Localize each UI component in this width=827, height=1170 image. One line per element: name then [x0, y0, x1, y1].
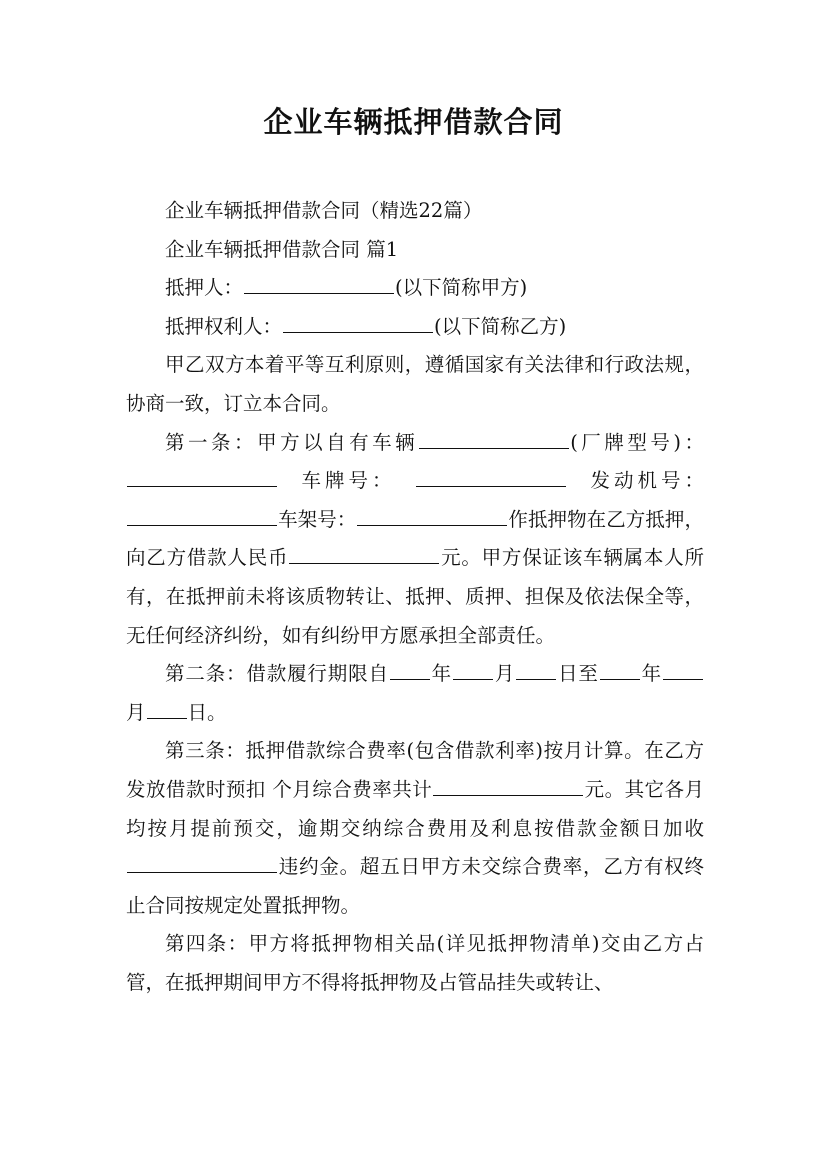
start-year-label: 年: [430, 662, 453, 686]
penalty-blank: [127, 852, 277, 873]
article-1-text-3: 车牌号：: [297, 469, 396, 493]
end-month-blank: [663, 659, 703, 680]
article-3-paragraph: [126, 732, 704, 925]
end-day-blank: [147, 698, 187, 719]
article-2-paragraph: [126, 655, 704, 732]
article-4-paragraph: [126, 925, 704, 1002]
start-month-blank: [453, 659, 493, 680]
article-3-text-3: 违约金。超五日甲方未交综合费率，乙方有权终止合同按规定处置抵押物。: [126, 855, 704, 917]
end-year-blank: [600, 659, 640, 680]
intro-paragraph: [126, 346, 704, 423]
subtitle-text: 企业车辆抵押借款合同（精选22篇）: [165, 199, 483, 222]
mortgagor-suffix: (以下简称甲方): [395, 276, 528, 300]
article-3-text-1: 第三条：抵押借款综合费率(包含借款利率)按月计算。在乙方发放借款时预扣 个月综合费率共计: [126, 739, 704, 801]
start-day-label: 日至: [557, 662, 599, 686]
article-1-text-1: 第一条：甲方以自有车辆: [165, 430, 419, 454]
mortgagee-label: 抵押权利人：: [165, 314, 283, 338]
article-1-paragraph: [126, 424, 704, 656]
engine-blank: [127, 505, 277, 526]
article-2-text-1: 第二条：借款履行期限自: [165, 662, 389, 686]
end-month-label: 月: [126, 700, 146, 724]
article-1-text-5: 车架号：: [278, 507, 357, 531]
mortgagee-blank: [283, 312, 433, 333]
vehicle-blank: [419, 428, 569, 449]
frame-blank: [357, 505, 507, 526]
intro-text: 甲乙双方本着平等互利原则，遵循国家有关法律和行政法规，协商一致，订立本合同。: [126, 353, 704, 415]
mortgagor-blank: [244, 273, 394, 294]
article-4-text-1: 第四条：甲方将抵押物相关品(详见抵押物清单)交由乙方占管，在抵押期间甲方不得将抵押物及占管品挂失或转让、: [126, 932, 704, 994]
fee-total-blank: [433, 775, 583, 796]
article-1-text-2: (厂牌型号)：: [570, 430, 704, 454]
plate-blank: [416, 466, 566, 487]
document-title: 企业车辆抵押借款合同: [263, 105, 564, 139]
article-1-text-6: 作抵押物在乙方抵押，向乙方借款人民币: [126, 507, 704, 570]
mortgagee-suffix: (以下简称乙方): [434, 314, 567, 338]
end-year-label: 年: [640, 662, 662, 686]
end-day-label: 日。: [187, 700, 227, 724]
start-month-label: 月: [494, 662, 516, 686]
article-1-text-7: 元。甲方保证该车辆属本人所有，在抵押前未将该质物转让、抵押、质押、担保及依法保全等，无任何经济纠纷，如有纠纷甲方愿承担全部责任。: [126, 546, 704, 647]
mortgagor-line: [126, 269, 704, 308]
model-blank: [127, 466, 277, 487]
part-line: [126, 231, 704, 270]
start-day-blank: [516, 659, 556, 680]
mortgagee-line: [126, 308, 704, 347]
loan-amount-blank: [289, 543, 439, 564]
part-text: 企业车辆抵押借款合同 篇1: [165, 237, 399, 261]
start-year-blank: [390, 659, 430, 680]
document-body: [126, 192, 704, 1002]
mortgagor-label: 抵押人：: [165, 276, 244, 300]
article-3-text-2: 元。其它各月均按月提前预交，逾期交纳综合费用及利息按借款金额日加收: [126, 777, 704, 840]
subtitle-line: [126, 192, 704, 231]
article-1-text-4: 发动机号：: [586, 469, 704, 493]
